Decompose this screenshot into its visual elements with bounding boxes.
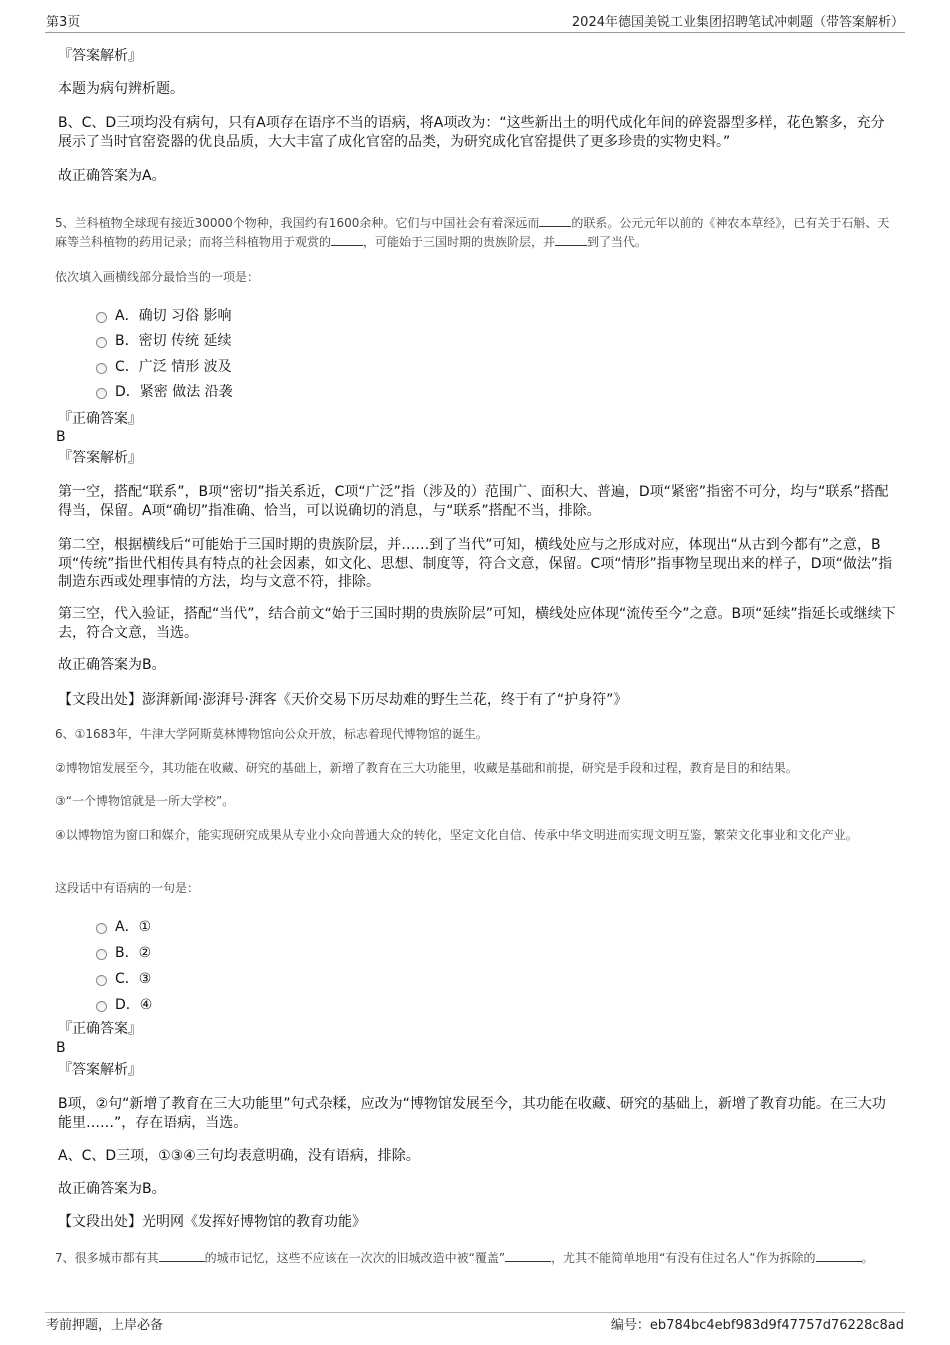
question-6-prompt: 这段话中有语病的一句是： xyxy=(55,881,200,895)
question-7-text xyxy=(55,1248,900,1269)
blank-line xyxy=(331,245,363,246)
analysis-paragraph: 第一空，搭配“联系”，B项“密切”指关系近，C项“广泛”指（涉及的）范围广、面积大、普遍，D项“紧密”指密不可分，均与“联系”搭配得当，保留。A项“确切”指准确、恰当，可以说确切的消息，与“联系”搭配不当，排除。 xyxy=(58,484,889,519)
page-number: 第3页 xyxy=(46,15,81,30)
option-label: A．确切 习俗 影响 xyxy=(115,308,232,324)
q7-text-part: 7、很多城市都有其 xyxy=(55,1251,159,1265)
question-6-sentence-3: ③“一个博物馆就是一所大学校”。 xyxy=(55,794,235,808)
header-divider xyxy=(45,32,905,33)
q6-option-c[interactable] xyxy=(96,968,151,988)
q5-option-c[interactable] xyxy=(96,356,232,376)
blank-line xyxy=(555,245,587,246)
q5-text-part: 到了当代。 xyxy=(587,235,648,249)
analysis-intro: 本题为病句辨析题。 xyxy=(58,81,184,97)
correct-answer-label: 『正确答案』 xyxy=(58,1021,142,1037)
source-citation: 【文段出处】光明网《发挥好博物馆的教育功能》 xyxy=(58,1214,366,1230)
document-title: 2024年德国美锐工业集团招聘笔试冲刺题（带答案解析） xyxy=(571,15,904,30)
radio-icon[interactable] xyxy=(96,388,107,399)
analysis-label: 『答案解析』 xyxy=(58,1062,142,1078)
q5-option-a[interactable] xyxy=(96,305,231,325)
q5-option-b[interactable] xyxy=(96,330,232,350)
blank-line xyxy=(539,226,571,227)
option-label: C．③ xyxy=(115,971,152,987)
option-label: A．① xyxy=(115,919,152,935)
document-id: 编号：eb784bc4ebf983d9f47757d76228c8ad xyxy=(610,1318,904,1333)
question-6-sentence-4: ④以博物馆为窗口和媒介，能实现研究成果从专业小众向普通大众的转化，坚定文化自信、传承中华文明进而实现文明互鉴，繁荣文化事业和文化产业。 xyxy=(55,828,858,842)
correct-answer: B xyxy=(56,1040,66,1056)
radio-icon[interactable] xyxy=(96,363,107,374)
analysis-label: 『答案解析』 xyxy=(58,48,142,64)
option-label: D．④ xyxy=(115,997,153,1013)
question-5-prompt: 依次填入画横线部分最恰当的一项是： xyxy=(55,270,260,284)
question-5-text xyxy=(55,214,900,252)
analysis-conclusion: 故正确答案为B。 xyxy=(58,1181,166,1197)
q6-option-d[interactable] xyxy=(96,994,152,1014)
blank-line xyxy=(505,1261,551,1262)
option-label: B．② xyxy=(115,945,152,961)
radio-icon[interactable] xyxy=(96,923,107,934)
q5-text-part: ，可能始于三国时期的贵族阶层，并 xyxy=(363,235,556,249)
q5-text-part: 5、兰科植物全球现有接近30000个物种，我国约有1600余种。它们与中国社会有着深远而 xyxy=(55,216,540,230)
radio-icon[interactable] xyxy=(96,1001,107,1012)
footer-slogan: 考前押题，上岸必备 xyxy=(46,1318,164,1333)
analysis-paragraph: 第二空，根据横线后“可能始于三国时期的贵族阶层，并……到了当代”可知，横线处应与之形成对应，体现出“从古到今都有”之意，B项“传统”指世代相传具有特点的社会因素，如文化、思想、制度等，符合文意，保留。C项“情形”指事物呈现出来的样子，D项“做法”指制造东西或处理事情的方法，均与文意不符，排除。 xyxy=(58,537,893,590)
q5-option-d[interactable] xyxy=(96,381,233,401)
analysis-paragraph: B项，②句“新增了教育在三大功能里”句式杂糅，应改为“博物馆发展至今，其功能在收藏、研究的基础上，新增了教育功能。在三大功能里……”，存在语病，当选。 xyxy=(58,1096,886,1131)
footer-divider xyxy=(45,1312,905,1313)
q6-option-b[interactable] xyxy=(96,942,151,962)
analysis-paragraph: A、C、D三项，①③④三句均表意明确，没有语病，排除。 xyxy=(58,1148,420,1164)
option-label: D．紧密 做法 沿袭 xyxy=(115,384,233,400)
analysis-label: 『答案解析』 xyxy=(58,450,142,466)
analysis-conclusion: 故正确答案为A。 xyxy=(58,168,166,184)
radio-icon[interactable] xyxy=(96,975,107,986)
option-label: C．广泛 情形 波及 xyxy=(115,359,232,375)
q6-option-a[interactable] xyxy=(96,916,151,936)
blank-line xyxy=(816,1261,862,1262)
q7-text-part: 。 xyxy=(861,1251,874,1265)
analysis-paragraph: 第三空，代入验证，搭配“当代”，结合前文“始于三国时期的贵族阶层”可知，横线处应体现“流传至今”之意。B项“延续”指延长或继续下去，符合文意，当选。 xyxy=(58,606,896,641)
q5-text-part: 的联系。公元元年以前的《神农本草经》，已有关于石斛、天麻等兰科植物的药用记录；而将兰科植物用于观赏的 xyxy=(55,216,890,249)
correct-answer-label: 『正确答案』 xyxy=(58,411,142,427)
source-citation: 【文段出处】澎湃新闻·澎湃号·湃客《天价交易下历尽劫难的野生兰花，终于有了“护身符”》 xyxy=(58,692,628,708)
correct-answer: B xyxy=(56,429,66,445)
radio-icon[interactable] xyxy=(96,312,107,323)
question-6-sentence-2: ②博物馆发展至今，其功能在收藏、研究的基础上，新增了教育在三大功能里，收藏是基础和前提，研究是手段和过程，教育是目的和结果。 xyxy=(55,761,798,775)
blank-line xyxy=(159,1261,205,1262)
radio-icon[interactable] xyxy=(96,949,107,960)
analysis-conclusion: 故正确答案为B。 xyxy=(58,657,166,673)
analysis-paragraph: B、C、D三项均没有病句，只有A项存在语序不当的语病，将A项改为：“这些新出土的明代成化年间的碎瓷器型多样，花色繁多，充分展示了当时官窑瓷器的优良品质，大大丰富了成化官窑的品类，为研究成化官窑提供了更多珍贵的实物史料。” xyxy=(58,115,885,150)
q7-text-part: ，尤其不能简单地用“有没有住过名人”作为拆除的 xyxy=(551,1251,816,1265)
q7-text-part: 的城市记忆，这些不应该在一次次的旧城改造中被“覆盖” xyxy=(204,1251,506,1265)
question-6-sentence-1: 6、①1683年，牛津大学阿斯莫林博物馆向公众开放，标志着现代博物馆的诞生。 xyxy=(55,727,488,741)
option-label: B．密切 传统 延续 xyxy=(115,333,232,349)
radio-icon[interactable] xyxy=(96,337,107,348)
